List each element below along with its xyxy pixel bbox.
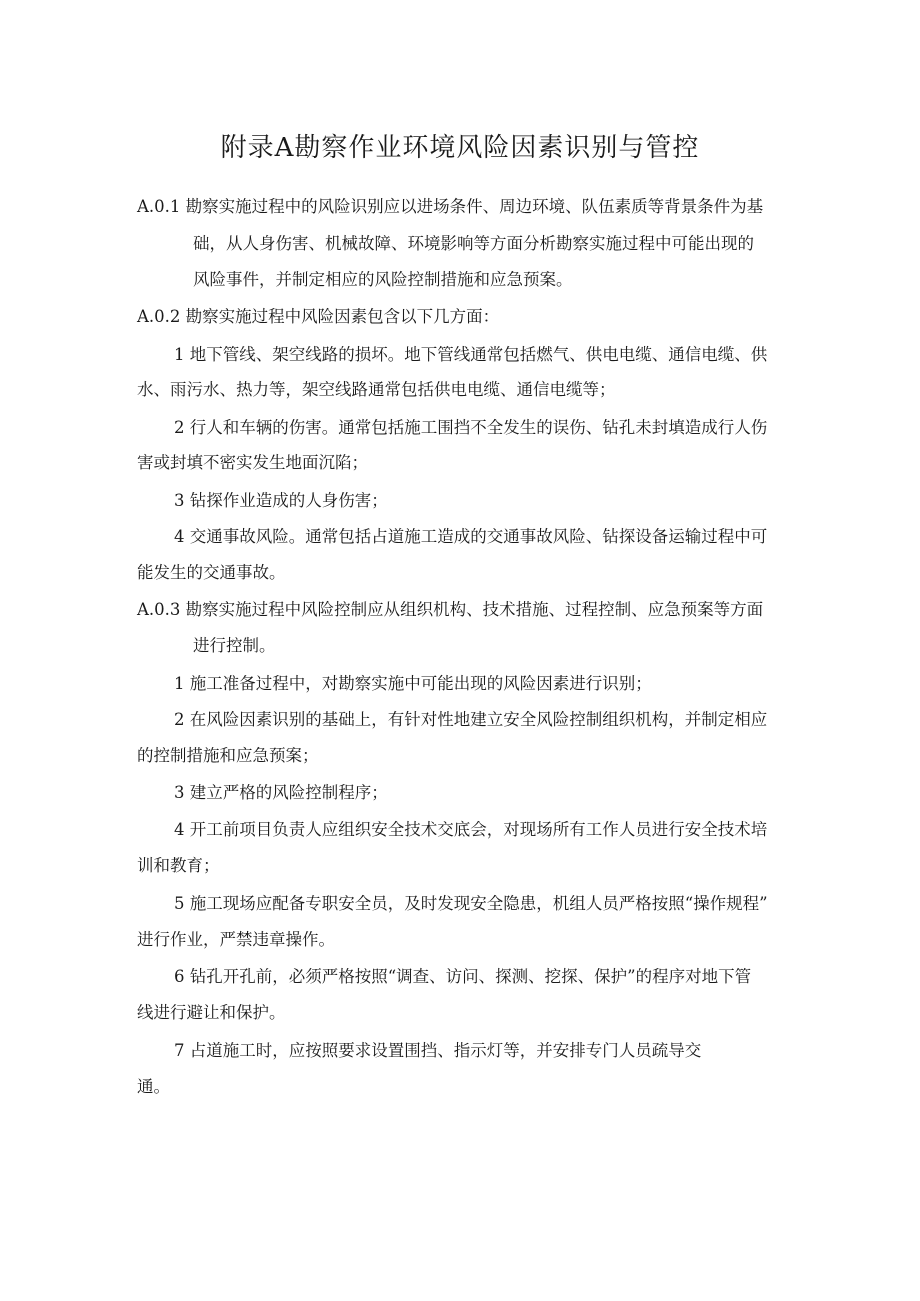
clause-a03-item-3-line-1: 3 建立严格的风险控制程序； xyxy=(174,783,388,802)
clause-a02-heading: A.0.2 勘察实施过程中风险因素包含以下几方面： xyxy=(137,307,500,326)
clause-a03-item-6-line-1: 6 钻孔开孔前，必须严格按照“调查、访问、探测、挖探、保护”的程序对地下管 xyxy=(174,967,752,986)
clause-a03-item-5-line-1: 5 施工现场应配备专职安全员，及时发现安全隐患，机组人员严格按照“操作规程” xyxy=(174,894,768,913)
clause-a03-item-7-line-2: 通。 xyxy=(137,1077,170,1096)
clause-a02-item-2-line-1: 2 行人和车辆的伤害。通常包括施工围挡不全发生的误伤、钻孔未封填造成行人伤 xyxy=(174,418,768,437)
clause-a01-line-1: A.0.1 勘察实施过程中的风险识别应以进场条件、周边环境、队伍素质等背景条件为基 xyxy=(137,197,764,216)
clause-a03-item-2-line-2: 的控制措施和应急预案； xyxy=(137,746,319,765)
clause-a03-item-6-line-2: 线进行避让和保护。 xyxy=(137,1003,286,1022)
clause-a03-item-7-line-1: 7 占道施工时，应按照要求设置围挡、指示灯等，并安排专门人员疏导交 xyxy=(174,1041,702,1060)
document-title: 附录A勘察作业环境风险因素识别与管控 xyxy=(220,133,700,163)
clause-a02-item-3-line-1: 3 钻探作业造成的人身伤害； xyxy=(174,491,388,510)
clause-a03-item-1-line-1: 1 施工准备过程中，对勘察实施中可能出现的风险因素进行识别； xyxy=(174,674,652,693)
clause-a03-item-2-line-1: 2 在风险因素识别的基础上，有针对性地建立安全风险控制组织机构，并制定相应 xyxy=(174,710,768,729)
clause-a01-line-2: 础，从人身伤害、机械故障、环境影响等方面分析勘察实施过程中可能出现的 xyxy=(193,234,754,253)
clause-a02-item-1-line-2: 水、雨污水、热力等，架空线路通常包括供电电缆、通信电缆等； xyxy=(137,380,616,399)
clause-a03-item-4-line-1: 4 开工前项目负责人应组织安全技术交底会，对现场所有工作人员进行安全技术培 xyxy=(174,820,768,839)
clause-a03-heading-line-1: A.0.3 勘察实施过程中风险控制应从组织机构、技术措施、过程控制、应急预案等方面 xyxy=(137,600,764,619)
clause-a03-item-4-line-2: 训和教育； xyxy=(137,856,220,875)
clause-a01-line-3: 风险事件，并制定相应的风险控制措施和应急预案。 xyxy=(193,270,573,289)
clause-a03-item-5-line-2: 进行作业，严禁违章操作。 xyxy=(137,930,335,949)
clause-a02-item-2-line-2: 害或封填不密实发生地面沉陷； xyxy=(137,453,368,472)
clause-a02-item-4-line-2: 能发生的交通事故。 xyxy=(137,563,286,582)
clause-a03-heading-line-2: 进行控制。 xyxy=(193,636,276,655)
clause-a02-item-1-line-1: 1 地下管线、架空线路的损坏。地下管线通常包括燃气、供电电缆、通信电缆、供 xyxy=(174,345,768,364)
clause-a02-item-4-line-1: 4 交通事故风险。通常包括占道施工造成的交通事故风险、钻探设备运输过程中可 xyxy=(174,527,768,546)
